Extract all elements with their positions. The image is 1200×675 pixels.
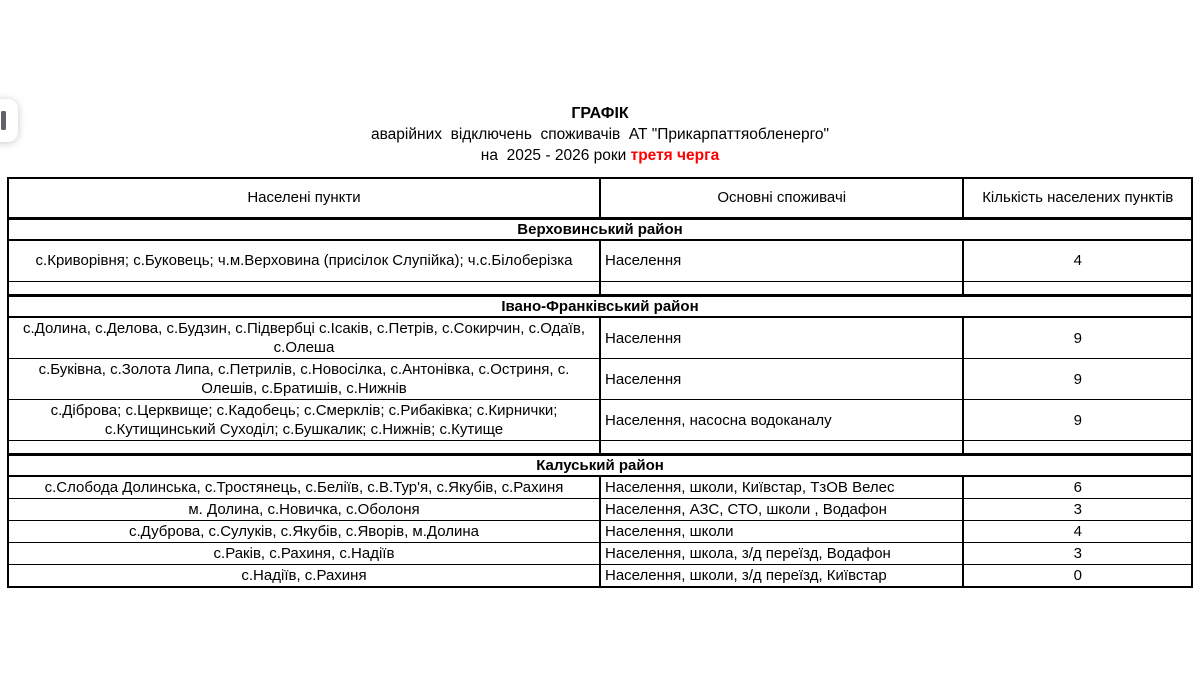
queue-highlight: третя черга — [630, 147, 720, 164]
consumers-cell: Населення, школи, Київстар, ТзОВ Велес — [600, 476, 963, 499]
count-cell: 0 — [963, 565, 1192, 588]
consumers-cell: Населення, школи, з/д переїзд, Київстар — [600, 565, 963, 588]
period-text: на 2025 - 2026 роки — [480, 147, 631, 164]
empty-row — [8, 441, 1192, 455]
count-cell: 3 — [963, 543, 1192, 565]
section-row-kaluskyi — [8, 455, 1192, 477]
table-row — [8, 359, 1192, 400]
consumers-cell: Населення, насосна водоканалу — [600, 400, 963, 441]
header-settlements: Населені пункти — [8, 178, 600, 218]
count-cell: 3 — [963, 499, 1192, 521]
document-title: ГРАФІК — [571, 105, 629, 122]
table-row — [8, 317, 1192, 359]
consumers-cell: Населення — [600, 359, 963, 400]
section-title: Івано-Франківський район — [8, 296, 1192, 318]
table-header-row — [8, 178, 1192, 218]
consumers-cell: Населення, АЗС, СТО, школи , Водафон — [600, 499, 963, 521]
document-period-line — [7, 145, 1193, 166]
table-row — [8, 565, 1192, 588]
section-title: Верховинський район — [8, 218, 1192, 240]
section-row-ivano-frankivskyi — [8, 296, 1192, 318]
settlements-cell: с.Буківна, с.Золота Липа, с.Петрилів, с.Новосілка, с.Антонівка, с.Остриня, с. Олешів, с.Братишів, с.Нижнів — [8, 359, 600, 400]
section-row-verkhovynskyi — [8, 218, 1192, 240]
count-cell: 4 — [963, 240, 1192, 282]
count-cell: 9 — [963, 400, 1192, 441]
settlements-cell: с.Надіїв, с.Рахиня — [8, 565, 600, 588]
settlements-cell: с.Криворівня; с.Буковець; ч.м.Верховина (присілок Слупійка); ч.с.Білоберізка — [8, 240, 600, 282]
settlements-cell: м. Долина, с.Новичка, с.Оболоня — [8, 499, 600, 521]
count-cell: 9 — [963, 359, 1192, 400]
consumers-cell: Населення, школа, з/д переїзд, Водафон — [600, 543, 963, 565]
consumers-cell: Населення — [600, 240, 963, 282]
count-cell: 6 — [963, 476, 1192, 499]
document-title-block — [7, 0, 1193, 166]
sidebar-handle-icon — [1, 111, 6, 130]
section-title: Калуський район — [8, 455, 1192, 477]
document-subtitle: аварійних відключень споживачів АТ "Прикарпаттяобленерго" — [370, 126, 830, 143]
table-row — [8, 543, 1192, 565]
settlements-cell: с.Раків, с.Рахиня, с.Надіїв — [8, 543, 600, 565]
settlements-cell: с.Діброва; с.Церквище; с.Кадобець; с.Смерклів; с.Рибаківка; с.Кирнички; с.Кутищинський Суходіл; с.Бушкалик; с.Нижнів; с.Кутище — [8, 400, 600, 441]
settlements-cell: с.Долина, с.Делова, с.Будзин, с.Підвербці с.Ісаків, с.Петрів, с.Сокирчин, с.Одаїв, с.Олеша — [8, 317, 600, 359]
table-row — [8, 400, 1192, 441]
consumers-cell: Населення, школи — [600, 521, 963, 543]
consumers-cell: Населення — [600, 317, 963, 359]
header-count: Кількість населених пунктів — [963, 178, 1192, 218]
header-consumers: Основні споживачі — [600, 178, 963, 218]
settlements-cell: с.Слобода Долинська, с.Тростянець, с.Беліїв, с.В.Тур'я, с.Якубів, с.Рахиня — [8, 476, 600, 499]
table-row — [8, 240, 1192, 282]
table-row — [8, 499, 1192, 521]
document-page — [7, 0, 1193, 588]
count-cell: 4 — [963, 521, 1192, 543]
empty-row — [8, 282, 1192, 296]
outage-schedule-table — [7, 177, 1193, 588]
table-row — [8, 521, 1192, 543]
count-cell: 9 — [963, 317, 1192, 359]
table-row — [8, 476, 1192, 499]
settlements-cell: с.Дуброва, с.Сулуків, с.Якубів, с.Яворів, м.Долина — [8, 521, 600, 543]
